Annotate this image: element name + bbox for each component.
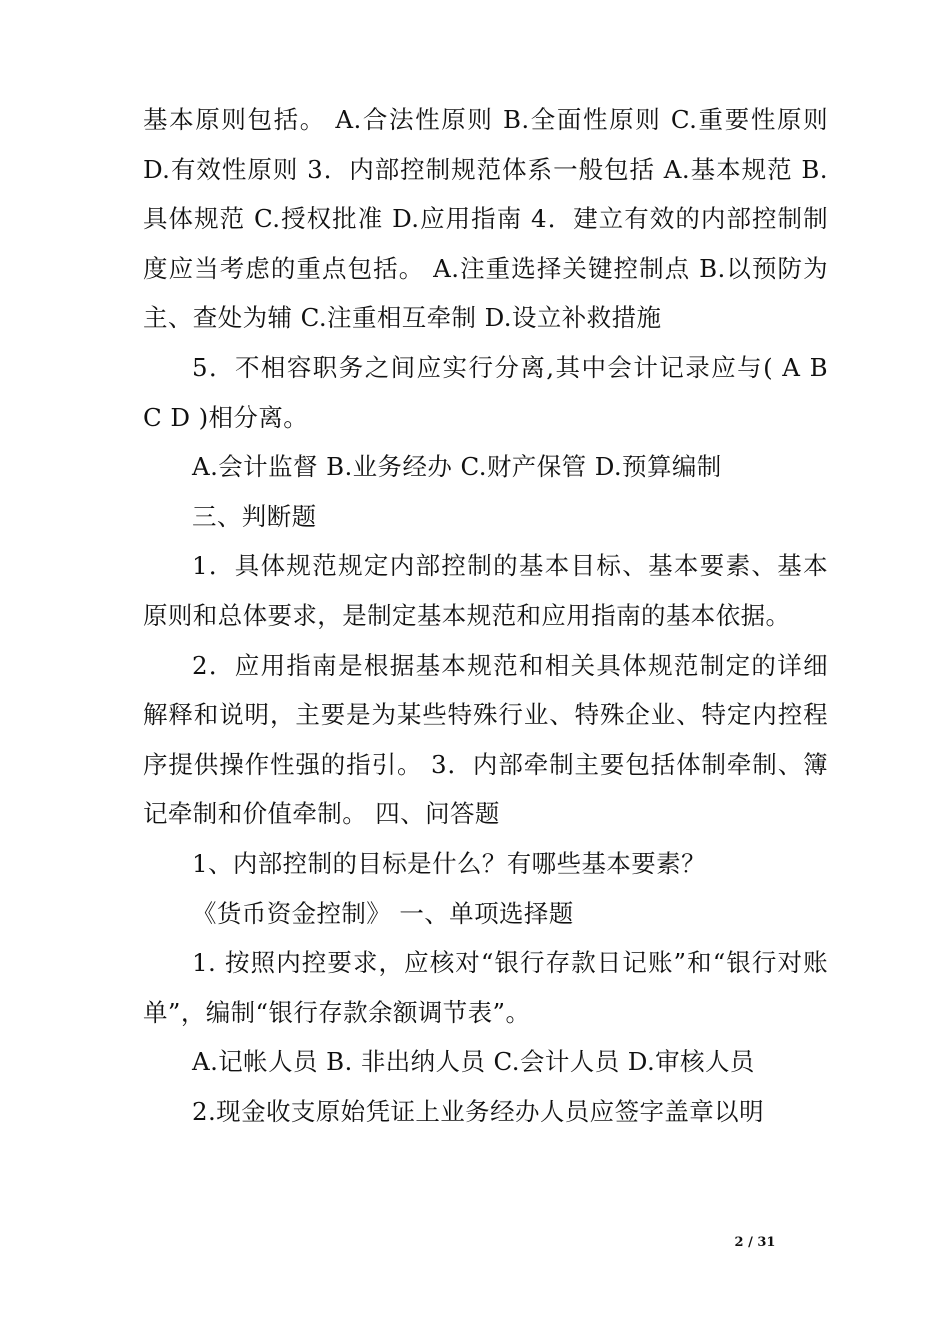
paragraph-6: 2．应用指南是根据基本规范和相关具体规范制定的详细解释和说明，主要是为某些特殊行业、特殊企业、特定内控程序提供操作性强的指引。 3．内部牵制主要包括体制牵制、簿记牵制和价值牵制。 四、问答题	[143, 650, 828, 829]
paragraph-5: 1．具体规范规定内部控制的基本目标、基本要素、基本原则和总体要求，是制定基本规范和应用指南的基本依据。	[143, 551, 828, 630]
paragraph-9: 1. 按照内控要求，应核对“银行存款日记账”和“银行对账单”，编制“银行存款余额调节表”。	[143, 948, 828, 1027]
paragraph-11: 2.现金收支原始凭证上业务经办人员应签字盖章以明	[192, 1096, 764, 1126]
body-text	[143, 95, 828, 1136]
paragraph-1: 基本原则包括。 A.合法性原则 B.全面性原则 C.重要性原则 D.有效性原则 3．内部控制规范体系一般包括 A.基本规范 B.具体规范 C.授权批准 D.应用指南 4．建立有效的内部控制制度应当考虑的重点包括。 A.注重选择关键控制点 B.以预防为主、查处为辅 C.注重相互牵制 D.设立补救措施	[143, 105, 828, 333]
section-heading-cash-control: 《货币资金控制》 一、单项选择题	[192, 898, 574, 928]
section-heading-judgement: 三、判断题	[192, 501, 317, 531]
paragraph-7: 1、内部控制的目标是什么？有哪些基本要素？	[192, 848, 706, 878]
paragraph-10: A.记帐人员 B. 非出纳人员 C.会计人员 D.审核人员	[192, 1047, 755, 1077]
page-number: 2 / 31	[734, 1235, 776, 1250]
paragraph-3: A.会计监督 B.业务经办 C.财产保管 D.预算编制	[192, 452, 722, 482]
paragraph-2: 5．不相容职务之间应实行分离,其中会计记录应与( A B C D )相分离。	[143, 352, 828, 432]
